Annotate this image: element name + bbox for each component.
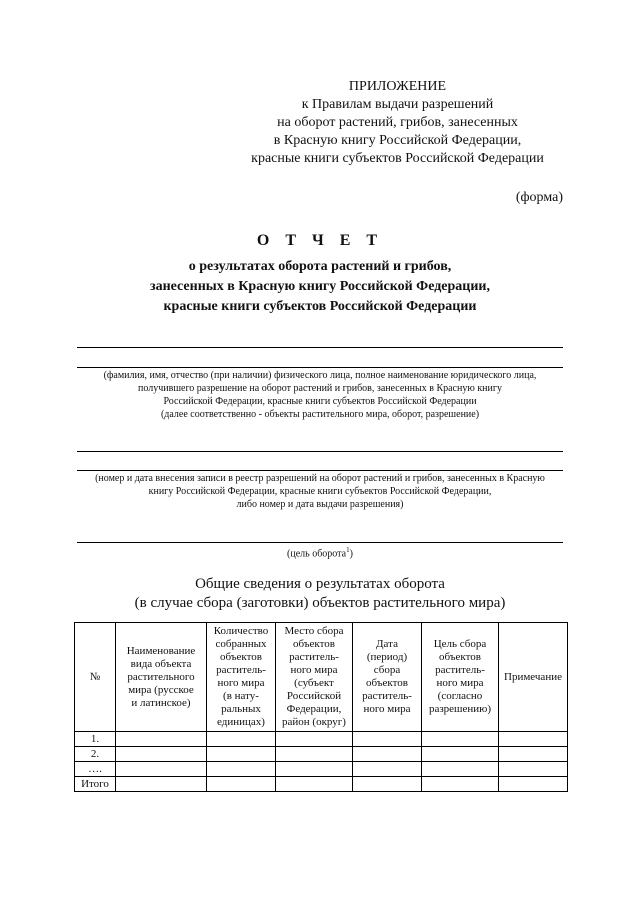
header-species-name: Наименование вида объекта растительного мира (русское и латинское)	[116, 623, 207, 732]
table-cell[interactable]	[116, 762, 207, 777]
header-number: №	[75, 623, 116, 732]
appendix-header	[200, 78, 595, 168]
row-total-label: Итого	[75, 777, 116, 792]
table-header-row	[75, 623, 568, 732]
table-row	[75, 747, 568, 762]
appendix-line: к Правилам выдачи разрешений	[301, 97, 494, 112]
table-cell[interactable]	[499, 732, 568, 747]
fill-line-purpose[interactable]	[77, 542, 563, 543]
fill-line-person-1[interactable]	[77, 347, 563, 348]
table-cell[interactable]	[499, 747, 568, 762]
table-row	[75, 762, 568, 777]
appendix-line: на оборот растений, грибов, занесенных	[277, 115, 518, 130]
caption-purpose-end: )	[349, 548, 353, 560]
header-note: Примечание	[499, 623, 568, 732]
row-number: 2.	[75, 747, 116, 762]
caption-person	[77, 369, 563, 421]
appendix-line: ПРИЛОЖЕНИЕ	[348, 79, 447, 94]
fill-line-registry-2[interactable]	[77, 470, 563, 471]
caption-registry	[77, 472, 563, 511]
table-cell[interactable]	[422, 777, 499, 792]
header-collection-date: Дата (период) сбора объектов раститель- ного мира	[353, 623, 422, 732]
results-table	[74, 622, 568, 792]
row-number: ….	[75, 762, 116, 777]
table-cell[interactable]	[116, 732, 207, 747]
section-heading	[0, 575, 640, 613]
subtitle-line: занесенных в Красную книгу Российской Федерации,	[149, 279, 491, 294]
appendix-line: красные книги субъектов Российской Федерации	[251, 151, 544, 166]
table-cell[interactable]	[422, 747, 499, 762]
fill-line-person-2[interactable]	[77, 367, 563, 368]
table-cell[interactable]	[422, 762, 499, 777]
table-row	[75, 732, 568, 747]
table-cell[interactable]	[276, 732, 353, 747]
table-cell[interactable]	[116, 747, 207, 762]
table-cell[interactable]	[207, 732, 276, 747]
footnote-marker: 1	[346, 546, 350, 554]
caption-line: книгу Российской Федерации, красные книги субъектов Российской Федерации,	[148, 486, 492, 497]
table-cell[interactable]	[353, 732, 422, 747]
caption-purpose-text: (цель оборота	[287, 548, 347, 560]
table-row-total	[75, 777, 568, 792]
table-cell[interactable]	[353, 762, 422, 777]
table-cell[interactable]	[276, 762, 353, 777]
section-subtitle: (в случае сбора (заготовки) объектов растительного мира)	[134, 595, 506, 611]
caption-line: либо номер и дата выдачи разрешения)	[236, 499, 404, 510]
table-cell[interactable]	[499, 762, 568, 777]
caption-line: (далее соответственно - объекты растительного мира, оборот, разрешение)	[160, 409, 480, 420]
header-quantity: Количество собранных объектов раститель- ного мира (в нату- ральных единицах)	[207, 623, 276, 732]
report-subtitle	[0, 257, 640, 317]
form-label: (форма)	[515, 190, 563, 205]
caption-line: получившего разрешение на оборот растений и грибов, занесенных в Красную книгу	[138, 383, 502, 394]
table-cell[interactable]	[353, 777, 422, 792]
fill-line-registry-1[interactable]	[77, 451, 563, 452]
table-cell[interactable]	[422, 732, 499, 747]
header-collection-purpose: Цель сбора объектов раститель- ного мира (согласно разрешению)	[422, 623, 499, 732]
table-cell[interactable]	[499, 777, 568, 792]
subtitle-line: красные книги субъектов Российской Федерации	[163, 299, 477, 314]
section-title: Общие сведения о результатах оборота	[195, 576, 445, 592]
table-cell[interactable]	[276, 777, 353, 792]
table-cell[interactable]	[207, 762, 276, 777]
report-title: О Т Ч Е Т	[256, 232, 384, 249]
table-cell[interactable]	[207, 777, 276, 792]
appendix-line: в Красную книгу Российской Федерации,	[273, 133, 522, 148]
row-number: 1.	[75, 732, 116, 747]
table-cell[interactable]	[116, 777, 207, 792]
subtitle-line: о результатах оборота растений и грибов,	[188, 259, 452, 274]
table-cell[interactable]	[353, 747, 422, 762]
caption-line: Российской Федерации, красные книги субъектов Российской Федерации	[163, 396, 477, 407]
caption-line: (номер и дата внесения записи в реестр разрешений на оборот растений и грибов, занесенных в Красную	[95, 473, 545, 484]
caption-purpose	[77, 544, 563, 560]
table-cell[interactable]	[276, 747, 353, 762]
table-cell[interactable]	[207, 747, 276, 762]
header-collection-place: Место сбора объектов раститель- ного мира (субъект Российской Федерации, район (округ)	[276, 623, 353, 732]
caption-line: (фамилия, имя, отчество (при наличии) физического лица, полное наименование юридического лица,	[103, 370, 537, 381]
